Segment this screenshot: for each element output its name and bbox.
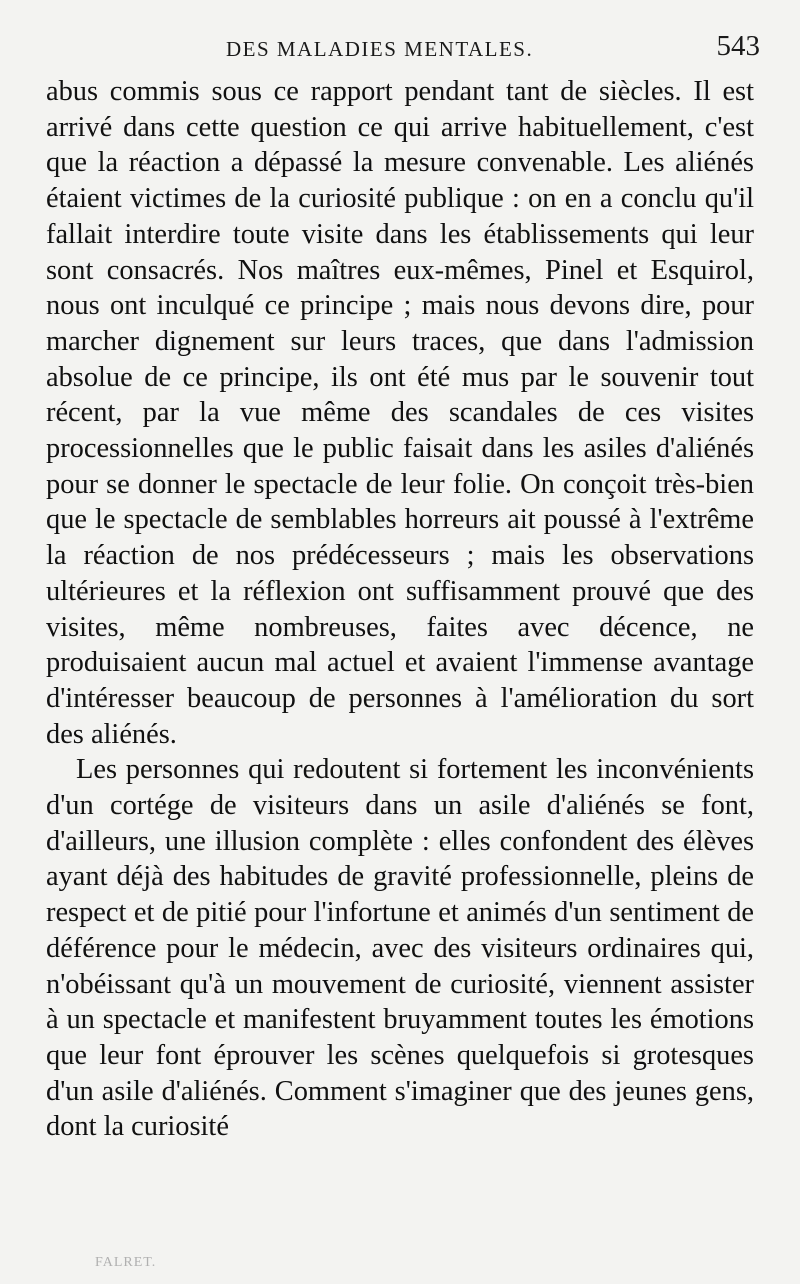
paragraph: Les personnes qui redoutent si fortement les inconvénients d'un cortége de visiteurs dans un asile d'aliénés se font, d'ailleurs, une illusion complète : elles confondent des élèves ayant déjà des habitudes de gravité professionnelle, pleins de respect et de pitié pour l'infortune et animés d'un sentiment de déférence pour le médecin, avec des visiteurs ordinaires qui, n'obéissant qu'à un mouvement de curiosité, viennent assister à un spectacle et manifestent bruyamment toutes les émotions que leur font éprouver les scènes quelquefois si grotesques d'un asile d'aliénés. Comment s'imaginer que des jeunes gens, dont la curiosité <box>46 754 754 1143</box>
running-head <box>0 30 800 70</box>
running-title: DES MALADIES MENTALES. <box>226 37 534 61</box>
page-number: 543 <box>716 30 760 62</box>
body-text <box>46 74 754 1145</box>
signature-mark: FALRET. <box>95 1255 157 1270</box>
paragraph-continued: abus commis sous ce rapport pendant tant de siècles. Il est arrivé dans cette question ce qui arrive habituellement, c'est que la réaction a dépassé la mesure convenable. Les aliénés étaient victimes de la curiosité publique : on en a conclu qu'il fallait interdire toute visite dans les établissements qui leur sont consacrés. Nos maîtres eux-mêmes, Pinel et Esquirol, nous ont inculqué ce principe ; mais nous devons dire, pour marcher dignement sur leurs traces, que dans l'admission absolue de ce principe, ils ont été mus par le souvenir tout récent, par la vue même des scandales de ces visites processionnelles que le public faisait dans les asiles d'aliénés pour se donner le spectacle de leur folie. On conçoit très-bien que le spectacle de semblables horreurs ait poussé à l'extrême la réaction de nos prédécesseurs ; mais les observations ultérieures et la réflexion ont suffisamment prouvé que des visites, même nombreuses, faites avec décence, ne produisaient aucun mal actuel et avaient l'immense avantage d'intéresser beaucoup de personnes à l'amélioration du sort des aliénés. <box>46 76 754 750</box>
